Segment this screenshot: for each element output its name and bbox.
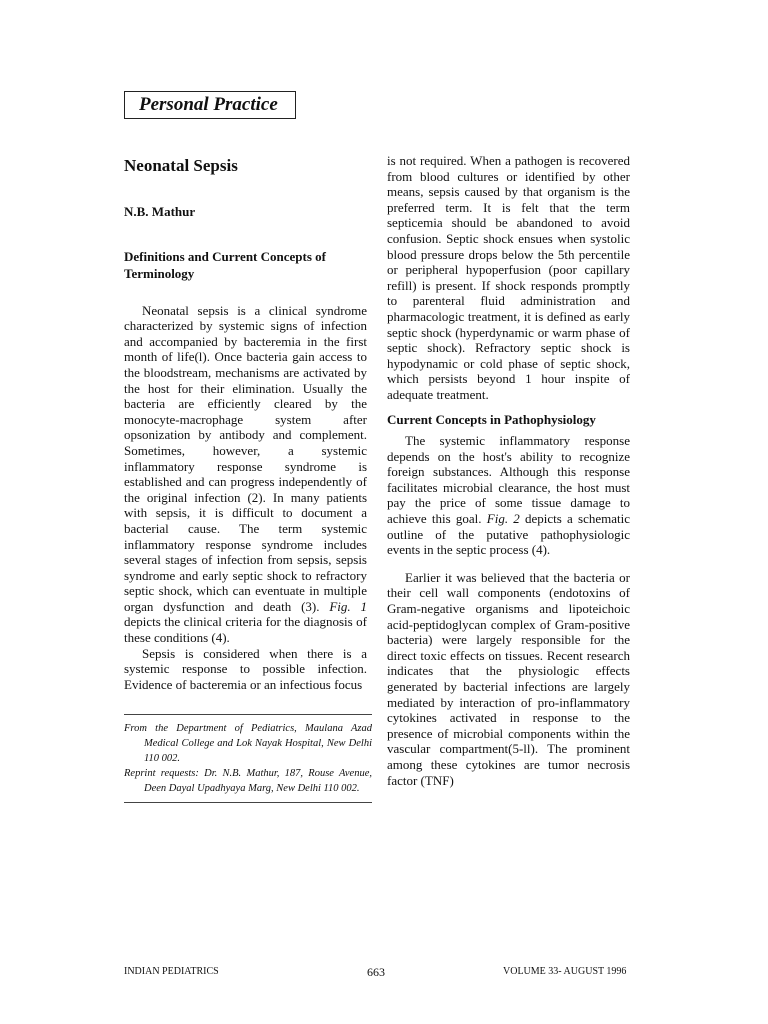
section-heading-pathophysiology: Current Concepts in Pathophysiology — [387, 411, 596, 427]
footer-page-number: 663 — [367, 965, 385, 979]
footnote-affiliation: From the Department of Pediatrics, Maulana Azad Medical College and Lok Nayak Hospital, New Delhi 110 002. — [124, 723, 372, 764]
footer-volume: VOLUME 33- AUGUST 1996 — [503, 966, 627, 977]
paragraph-text: Neonatal sepsis is a clinical syndrome characterized by systemic signs of infection and accompanied by bacteremia in the first month of life(l). Once bacteria gain access to the bloodstream, mechanisms are activated by the host for their elimination. Usually the bacteria are efficiently cleared by the monocyte-macrophage system after opsonization by antibody and complement. Sometimes, however, a systemic inflammatory response syndrome is established and can progress independently of the original infection (2). In many patients with sepsis, it is difficult to document a bacterial cause. The term systemic inflammatory response syndrome includes several stages of infection from sepsis, sepsis syndrome and early septic shock to refractory septic shock, which can eventuate in multiple organ dysfunction and death (3). — [124, 302, 367, 614]
paragraph — [387, 570, 630, 788]
paragraph — [387, 433, 630, 558]
footer-journal: INDIAN PEDIATRICS — [124, 966, 219, 977]
paragraph-text: Earlier it was believed that the bacteria or their cell wall components (endotoxins of Gram-negative organisms and lipoteichoic acid-peptidoglycan complex of Gram-positive bacteria) were largely responsible for the direct toxic effects on tissues. Recent research indicates that the physiologic effects generated by bacterial infections are largely mediated by interaction of pro-inflammatory cytokines activated in response to the presence of microbial components within the vascular compartment(5-ll). The prominent among these cytokines are tumor necrosis factor (TNF) — [387, 569, 630, 788]
paragraph-text: is not required. When a pathogen is recovered from blood cultures or identified by other means, sepsis caused by that organism is the preferred term. It is felt that the term septicemia should be abandoned to avoid confusion. Septic shock ensues when systolic blood pressure drops below the 5th percentile or peripheral hypoperfusion (poor capillary refill) is present. If shock responds promptly to parenteral fluid administration and pharmacologic treatment, it is defined as early septic shock (hyperdynamic or warm phase of septic shock). Refractory septic shock is hypodynamic or cold phase of septic shock, which persists beyond 1 hour inspite of adequate treatment. — [387, 153, 630, 402]
paragraph-text: depicts the clinical criteria for the diagnosis of these conditions (4). — [124, 614, 367, 646]
paragraph-text: The systemic inflammatory response depends on the host's ability to recognize foreign substances. Although this response facilitates microbial clearance, the host must pay the price of some tissue damage to achieve this goal. — [387, 433, 630, 527]
paragraph-text: depicts a schematic outline of the putative pathophysiologic events in the septic process (4). — [387, 511, 631, 558]
author-name: N.B. Mathur — [124, 204, 196, 219]
section-label — [124, 91, 296, 119]
section-label-text: Personal Practice — [139, 94, 278, 115]
left-column — [124, 153, 367, 692]
paragraph-text: Sepsis is considered when there is a systemic response to possible infection. Evidence of bacteremia or an infectious focus — [124, 645, 367, 692]
author-footnote — [124, 714, 372, 803]
paragraph — [387, 153, 630, 403]
section-heading-definitions: Definitions and Current Concepts of Terminology — [124, 248, 326, 281]
right-column — [387, 153, 630, 788]
figure-reference: Fig. 1 — [329, 598, 367, 614]
footnote-reprint: Reprint requests: Dr. N.B. Mathur, 187, Rouse Avenue, Deen Dayal Upadhyaya Marg, New Delhi 110 002. — [124, 768, 372, 794]
figure-reference: Fig. 2 — [486, 511, 520, 527]
article-title: Neonatal Sepsis — [124, 156, 238, 175]
paragraph — [124, 303, 367, 646]
paragraph — [124, 646, 367, 693]
